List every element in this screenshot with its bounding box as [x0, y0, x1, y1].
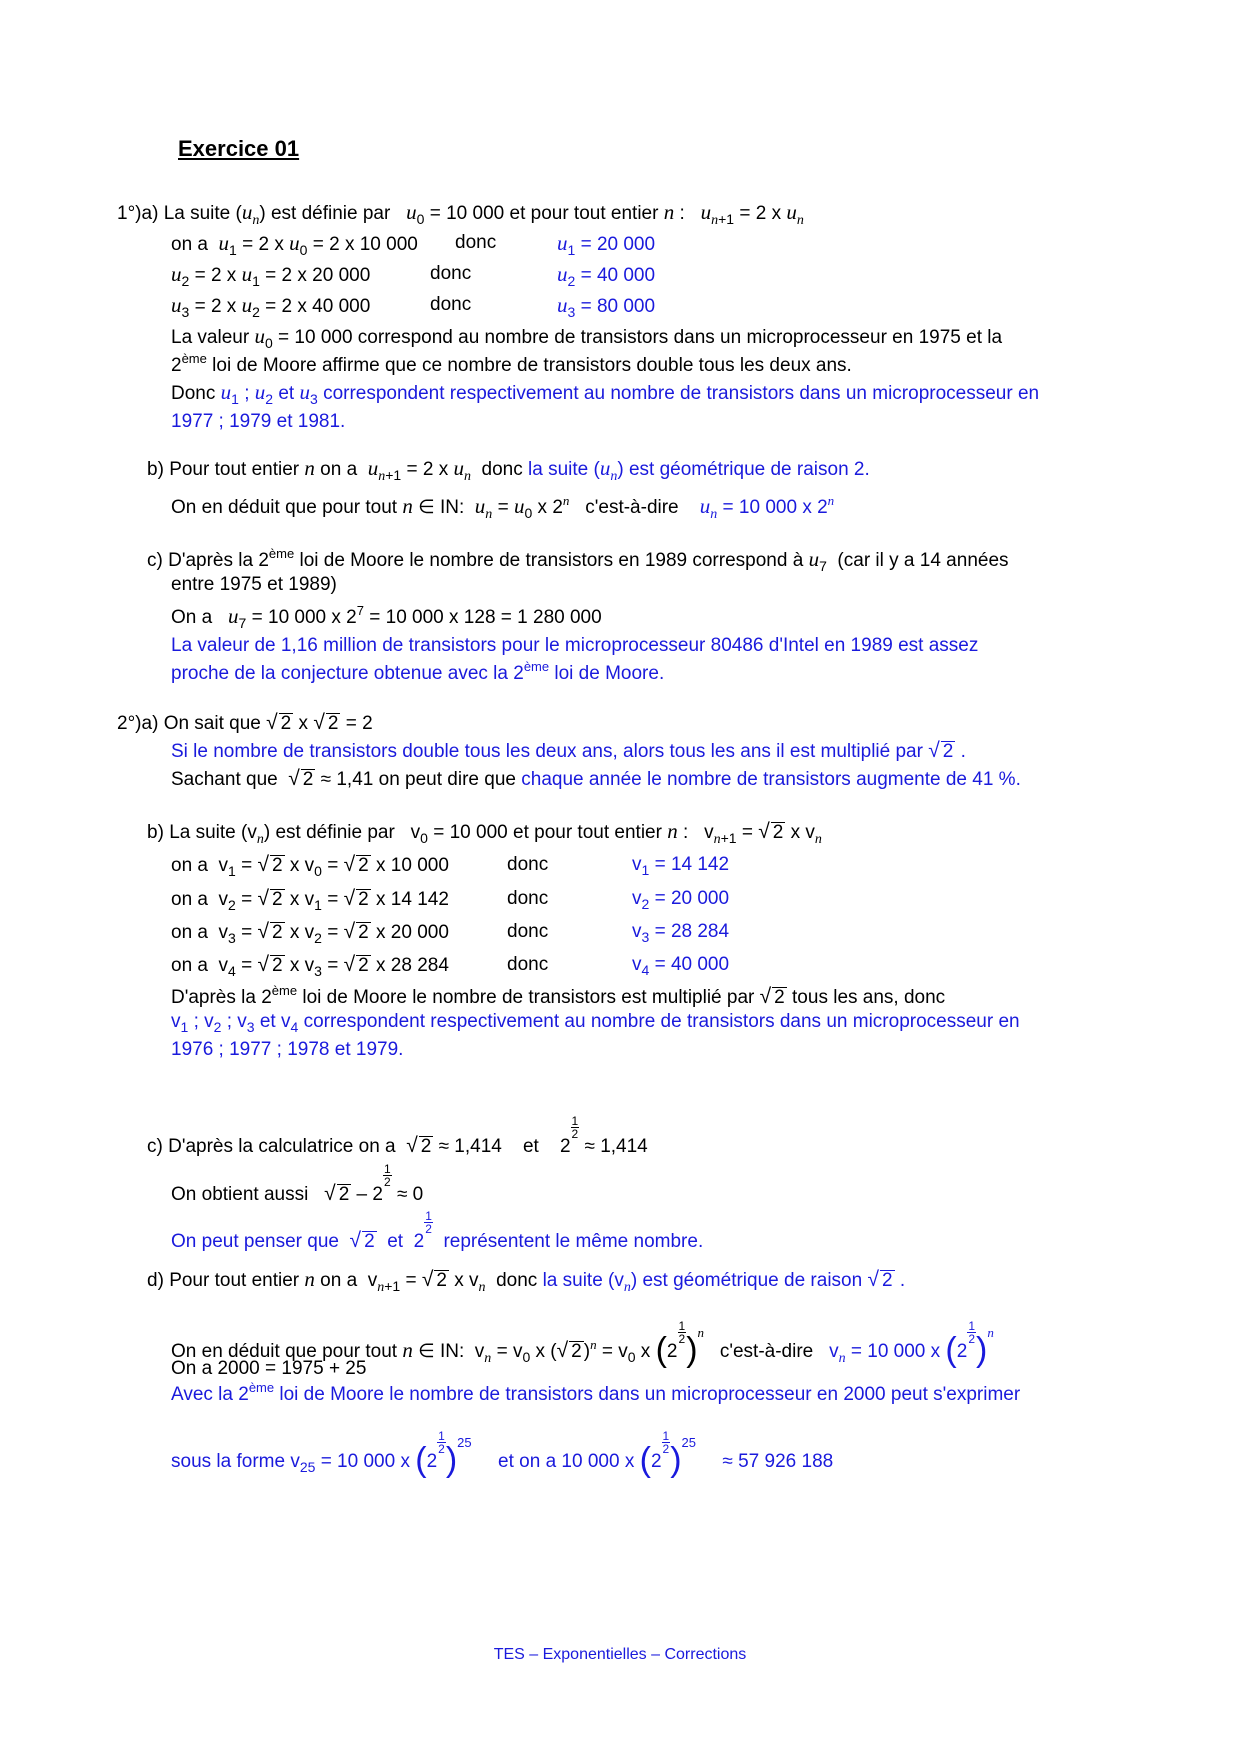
q1c-conclusion: La valeur de 1,16 million de transistors pour le microprocesseur 80486 d'Intel en 1989 est assez proche de la conjecture obtenue avec la 2ème loi de Moore. [171, 635, 979, 684]
q1a-donc3: donc [430, 294, 472, 315]
q2b-conclusion: $v_1$ ; $v_2$ ; $v_3$ et $v_4$ correspondent respectivement au nombre de transistors dans un microprocesseur en 1976 ; 1977 ; 1978 et 1979. [171, 1011, 1020, 1060]
q1a-u2-line: $u_2 = 2$ x $u_1 = 2$ x 20 000 [171, 262, 371, 289]
page-footer: TES – Exponentielles – Corrections [493, 1646, 747, 1663]
v-row-result: $v_1 = 14$ 142 [632, 854, 730, 878]
q1a-u2-result: $u_2 = 40$ 000 [557, 262, 656, 289]
q1a-conclusion: Donc $u_1$ ; $u_2$ et $u_3$ correspondent respectivement au nombre de transistors dans un microprocesseur en 1977 ; 1979 et 1981. [171, 380, 1040, 432]
v-row-result: $v_3 = 28$ 284 [632, 921, 730, 945]
v-row-donc: donc [507, 854, 549, 875]
q2d-blue-line2: sous la forme $v_{25} = 10$ 000 x (2 $\frac{1}{2}$ )$^{25}$ et on a 10 000 x (2 $\frac{1}{2}$ )$^{25}$ ≈ 57 926 188 [171, 1429, 834, 1479]
q2b-paragraph: D'après la 2ème loi de Moore le nombre de transistors est multiplié par √ 2 tous les ans, donc [171, 983, 946, 1008]
v-row-3: on a $v_3$ = √ 2 x $v_2$ = √ 2 x 20 000 [171, 920, 449, 946]
v-row-1: on a $v_1$ = √ 2 x $v_0$ = √ 2 x 10 000 [171, 853, 449, 879]
q1a-donc2: donc [430, 263, 472, 284]
v-row-donc: donc [507, 954, 549, 975]
q1c-line2: entre 1975 et 1989) [171, 574, 337, 595]
v-row-result: $v_4 = 40$ 000 [632, 954, 730, 978]
q2b-line1: b) La suite $(v_n)$ est définie par $v_0 = 10$ 000 et pour tout entier n : $v_{n+1}$ = √ 2 x $v_n$ [147, 819, 822, 847]
q2d-line2: On en déduit que pour tout n ∈ IN: $v_n = v_0$ x (√ 2 )$^n = v_0$ x (2 $\frac{1}{2}$ )$^n$ c'est-à-dire $v_n = 10$ 000 x (2 $\frac{1}{2}$ )$^n$ [171, 1319, 994, 1369]
q2c-line1: c) D'après la calculatrice on a √ 2 ≈ 1,414 et 2 $\frac{1}{2}$ ≈ 1,414 [147, 1114, 648, 1157]
q2d-line1: d) Pour tout entier n on a $v_{n+1}$ = √ 2 x $v_n$ donc la suite $(v_n)$ est géométrique de raison √ 2 . [147, 1267, 906, 1295]
v-row-4: on a $v_4$ = √ 2 x $v_3$ = √ 2 x 28 284 [171, 953, 449, 979]
q1a-donc1: donc [455, 232, 497, 253]
q1a-u3-result: $u_3 = 80$ 000 [557, 293, 656, 320]
q2a-line3: Sachant que √ 2 ≈ 1,41 on peut dire que chaque année le nombre de transistors augmente de 41 %. [171, 767, 1021, 790]
v-row-2: on a $v_2$ = √ 2 x $v_1$ = √ 2 x 14 142 [171, 887, 449, 913]
v-row-donc: donc [507, 888, 549, 909]
q1a-line1: 1°)a) La suite $(u_n)$ est définie par $u_0 = 10$ 000 et pour tout entier n : $u_{n+1} = 2$ x $u_n$ [117, 200, 804, 228]
q2d-blue-line1: Avec la 2ème loi de Moore le nombre de transistors dans un microprocesseur en 2000 peut s'exprimer [171, 1380, 1021, 1405]
q2a-line2: Si le nombre de transistors double tous les deux ans, alors tous les ans il est multiplié par √ 2 . [171, 739, 966, 762]
q2a-line1: 2°)a) On sait que √ 2 x √ 2 = 2 [117, 711, 373, 734]
q1c-line1: c) D'après la 2ème loi de Moore le nombre de transistors en 1989 correspond à $u_7$ (car il y a 14 années [147, 546, 1009, 574]
q1b-line1: b) Pour tout entier n on a $u_{n+1} = 2$ x $u_n$ donc la suite $(u_n)$ est géométrique de raison 2. [147, 456, 870, 484]
q2c-line2: On obtient aussi √ 2 – 2 $\frac{1}{2}$ ≈ 0 [171, 1162, 424, 1205]
exercise-title: Exercice 01 [178, 136, 300, 161]
q1a-u1-line: on a $u_1 = 2$ x $u_0 = 2$ x 10 000 [171, 231, 418, 258]
q1a-u1-result: $u_1 = 20$ 000 [557, 231, 656, 258]
v-row-result: $v_2 = 20$ 000 [632, 888, 730, 912]
q1c-calc: On a $u_7 = 10$ 000 x $2^7 = 10$ 000 x 128 = 1 280 000 [171, 603, 602, 631]
q2c-conclusion: On peut penser que √ 2 et 2 $\frac{1}{2}$ représentent le même nombre. [171, 1209, 704, 1252]
v-row-donc: donc [507, 921, 549, 942]
q1a-u3-line: $u_3 = 2$ x $u_2 = 2$ x 40 000 [171, 293, 371, 320]
q2d-line3: On a 2000 = 1975 + 25 [171, 1358, 367, 1379]
q1a-paragraph: La valeur $u_0 = 10$ 000 correspond au nombre de transistors dans un microprocesseur en 1975 et la 2ème loi de Moore affirme que ce nombre de transistors double tous les deux ans. [171, 324, 1003, 376]
q1b-line2: On en déduit que pour tout n ∈ IN: $u_n = u_0$ x 2$^n$ c'est-à-dire $u_n = 10$ 000 x 2$^n$ [171, 493, 835, 522]
